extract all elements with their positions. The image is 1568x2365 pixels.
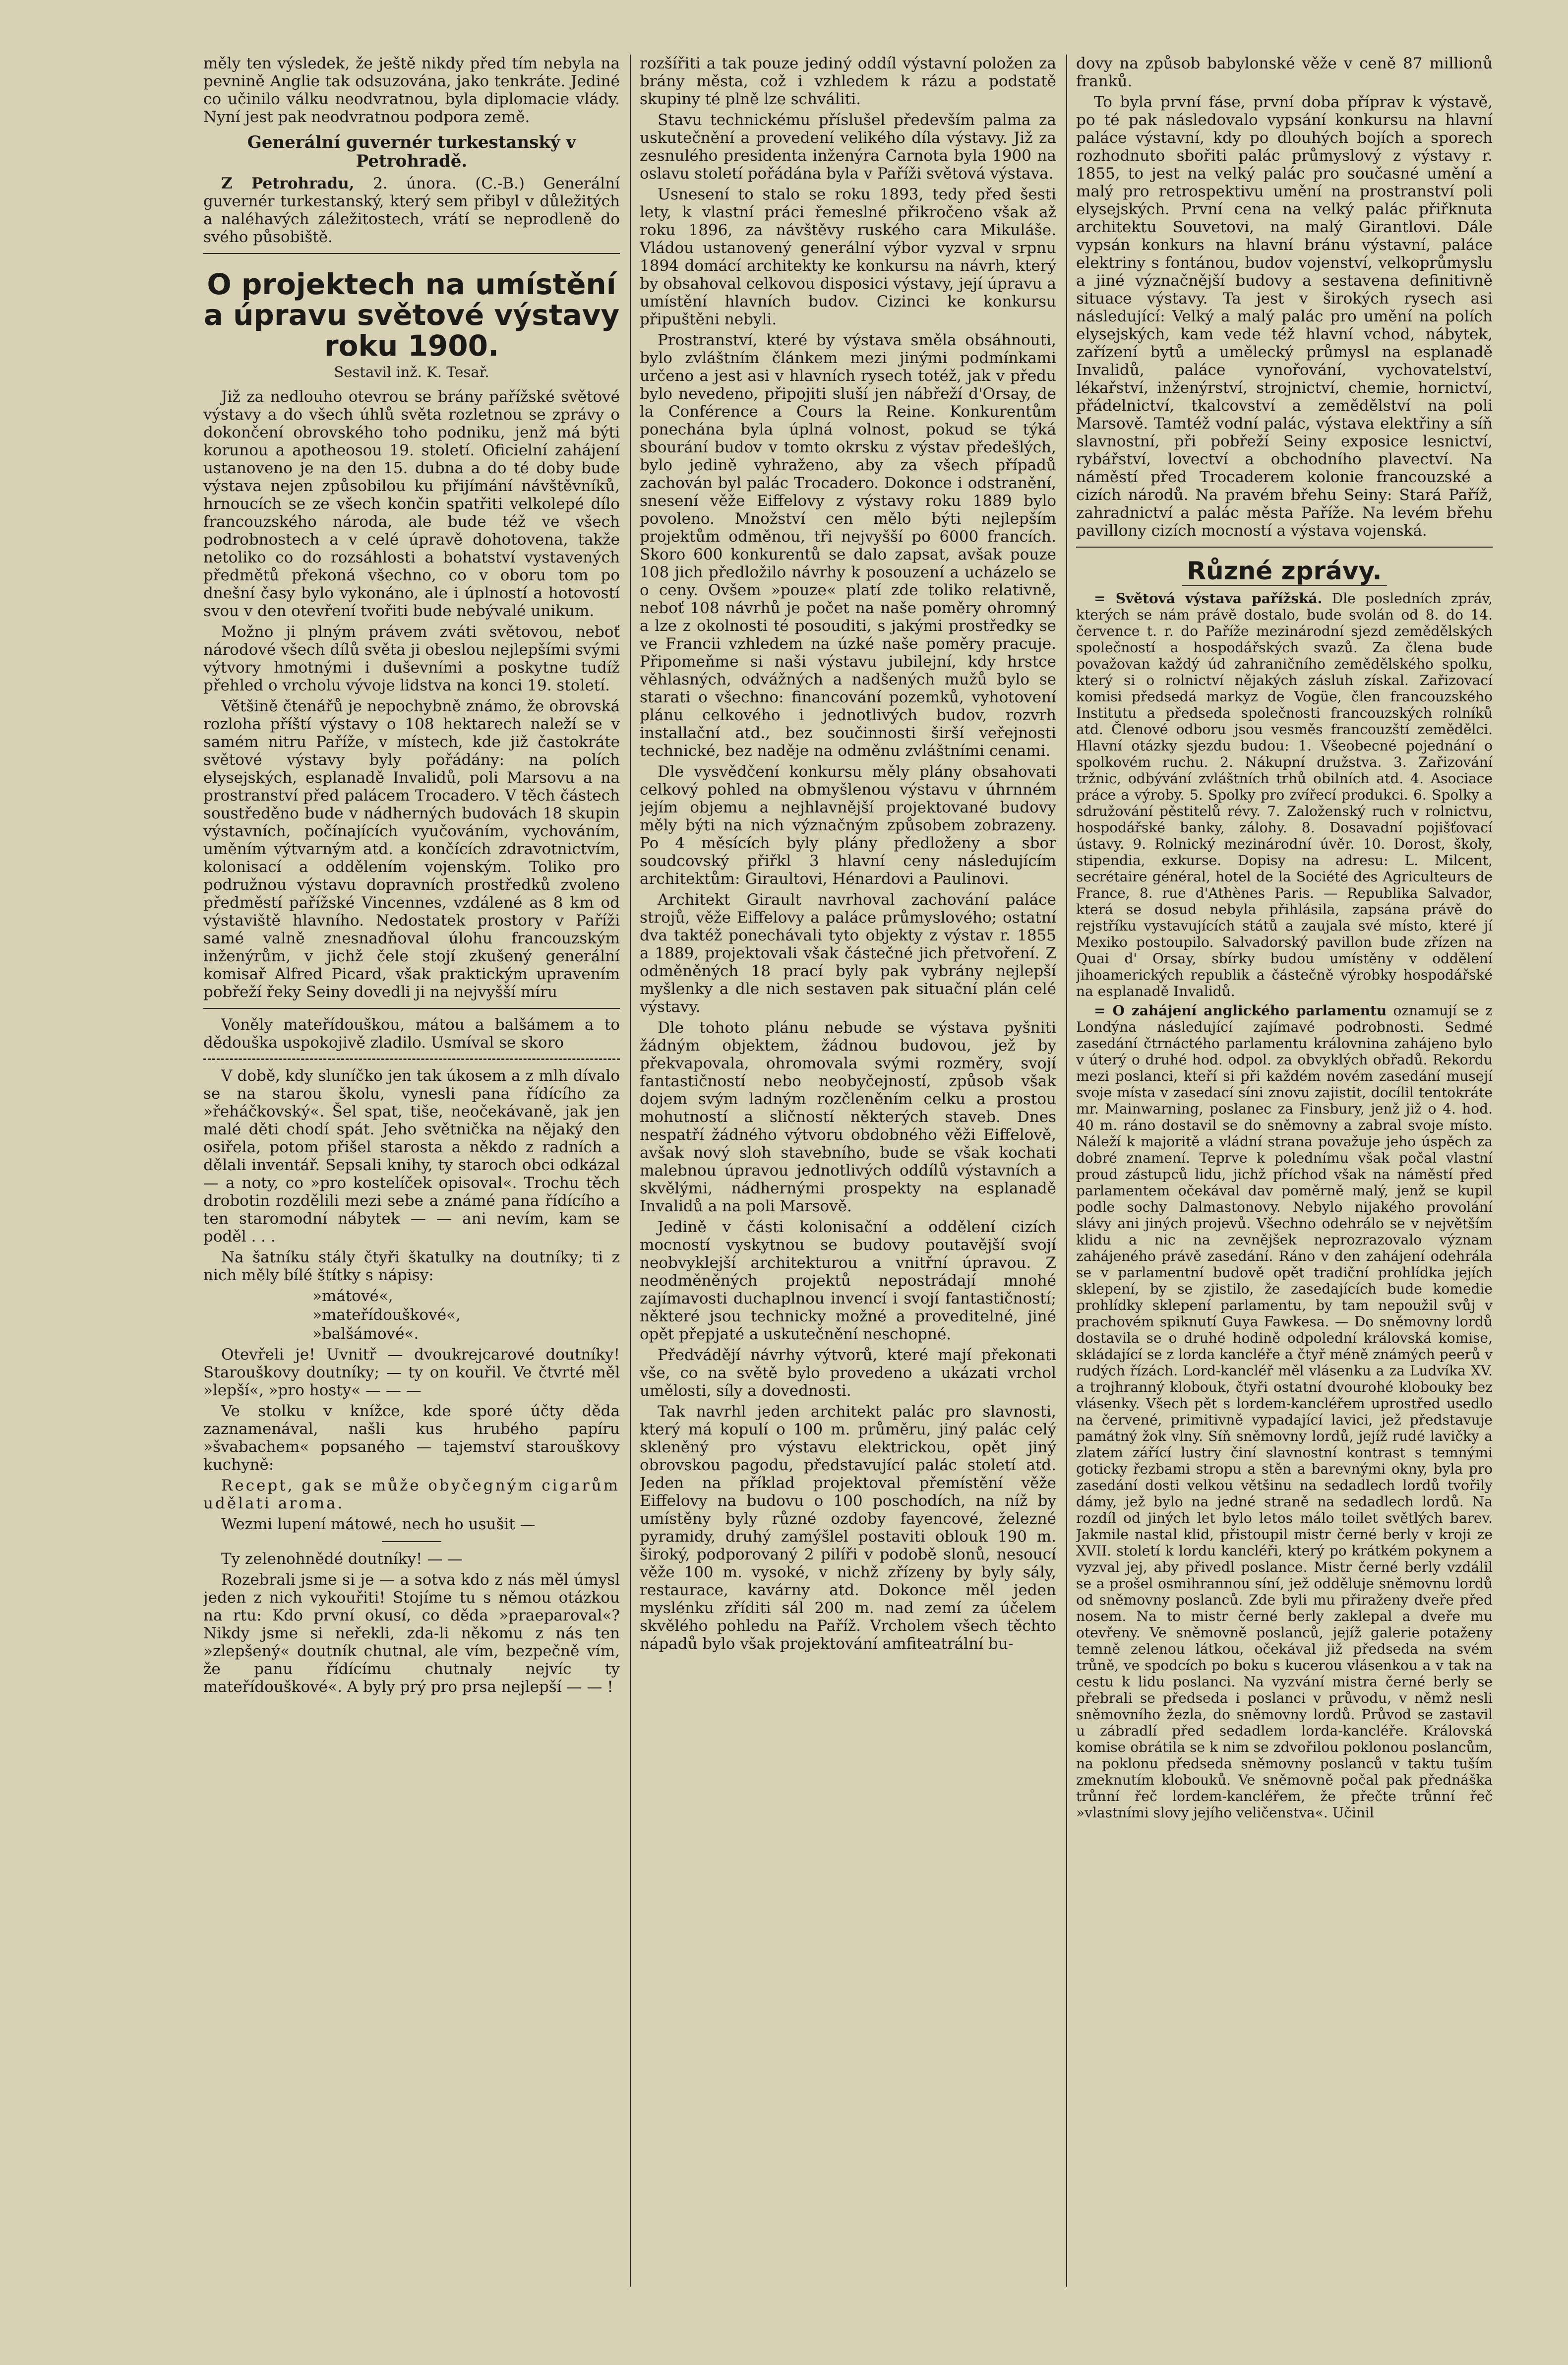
column-rule (630, 55, 631, 2287)
continued-paragraph: rozšířiti a tak pouze jediný oddíl výstavní položen za brány města, což i vzhledem k rázu a podstatě skupiny té plně lze schváliti. (640, 55, 1056, 108)
column-right (1076, 55, 1493, 2316)
feuilleton-divider (203, 1008, 620, 1009)
divider (1076, 547, 1493, 548)
news-title: = O zahájení anglického parlamentu (1094, 1002, 1387, 1019)
newspaper-page (149, 35, 1493, 2326)
article-paragraph: Prostranství, které by výstava směla obsáhnouti, bylo zvláštním článkem mezi jinými podmínkami určeno a jest asi v hlavních rysech totéž, jak v předu bylo nevedeno, připojiti sluší jen nábřeží d'Orsay, de la Conférence a Cours la Reine. Konkurentům ponechána byla úplná volnost, pokud se týká sbourání budov v tomto okrsku z výstav předešlých, bylo jedině vyhraženo, aby za všech případů zachován byl palác Trocadero. Dokonce i odstranění, snesení věže Eiffelovy z výstavy roku 1889 bylo povoleno. Množství cen mělo býti nejlepším projektům odměnou, tři nejvyšší po 6000 francích. Skoro 600 konkurentů se dalo zapsat, avšak pouze 108 jich předložilo návrhy k posouzení a ucházelo se o ceny. Ovšem »pouze« platí zde toliko relativně, neboť 108 návrhů je počet na naše poměry ohromný a lze z okolnosti té posouditi, s jakými prostředky se ve Francii vzhledem na úzké naše poměry pracuje. Připomeňme si naši výstavu jubilejní, kdy hrstce věhlasných, odvážných a nadšených mužů bylo se starati o všechno: financování pozemků, vyhotovení plánu celkového i jednotlivých budov, rozvrh installační atd., bez součinnosti širší veřejnosti technické, bez naděje na odměnu zvláštními cenami. (640, 331, 1056, 760)
governor-text: 2. února. (C.-B.) Generální guvernér turkestanský, který sem přibyl v důležitých a naléhavých záležitostech, vrátí se neprodleně do svého působiště. (203, 175, 620, 246)
article-paragraph: Jedině v části kolonisační a oddělení cizích mocností vyskytnou se budovy poutavější svojí neobvyklejší architekturou a vnitřní úpravou. Z neodměněných projektů nepostrádají mnohé zajímavosti duchaplnou invencí i svojí fantastičností; některé jsou technicky možné a proveditelné, jiné opět přepjaté a uskutečnění neschopné. (640, 1218, 1056, 1343)
continued-paragraph: měly ten výsledek, že ještě nikdy před tím nebyla na pevnině Anglie tak odsuzována, jako tenkráte. Jediné co učinilo válku neodvratnou, byla diplomacie vlády. Nyní jest pak neodvratnou podpora země. (203, 55, 620, 126)
governor-heading: Generální guvernér turkestanský v Petrohradě. (247, 132, 576, 171)
recipe-title: Recept, gak se může obyčegným cigarům udělati aroma. (203, 1477, 620, 1512)
feuilleton-paragraph: Ve stolku v knížce, kde sporé účty děda zaznamenával, našli kus hrubého papíru »švabachem« popsaného — tajemství starouškovy kuchyně: (203, 1402, 620, 1474)
feuilleton-paragraph: Rozebrali jsme si je — a sotva kdo z nás měl úmysl jeden z nich vykouřiti! Stojíme tu s němou otázkou na rtu: Kdo první okusí, co děda »praeparoval«? Nikdy jsme si neřekli, zda-li někomu z nás ten »zlepšený« doutník chutnal, ale vím, bezpečně vím, že panu řídícímu chutnaly nejvíc ty mateřídouškové«. A byly prý pro prsa nejlepší — — ! (203, 1571, 620, 1696)
label-item: »mateřídouškové«, (312, 1306, 461, 1324)
label-item: »balšámové«. (312, 1325, 419, 1343)
news-text: Dle posledních zpráv, kterých se nám právě dostalo, bude svolán od 8. do 14. července t. r. do Paříže mezinárodní sjezd zemědělských společností a hospodářských svazů. Za člena bude považovan každý úd zahraničního zemědělského spolku, který si o rolnictví nějakých zásluh získal. Zařizovací komisi předsedá markyz de Vogüe, člen francouzského Institutu a předseda společnosti francouzských rolníků atd. Členové odboru jsou vesměs francouzští zemědělci. Hlavní otázky sjezdu budou: 1. Všeobecné pojednání o spolkovém ruchu. 2. Nákupní družstva. 3. Zařizování tržnic, odbývání zvláštních trhů obilních atd. 4. Asociace práce a výroby. 5. Spolky pro zvířecí produkci. 6. Spolky a sdružování pěstitelů révy. 7. Založenský ruch v rolnictvu, hospodářské banky, zálohy. 8. Dosavadní pojišťovací ústavy. 9. Rolnický mezinárodní úvěr. 10. Dorost, školy, stipendia, exkurse. Dopisy na adresu: L. Milcent, secrétaire général, hotel de la Société des Agriculteurs de France, 8. rue d'Athènes Paris. — Republika Salvador, která se dosud nebyla přihlásila, zapsána právě do rejstříku vystavujících států a zaujala své místo, které jí Mexiko postoupilo. Salvadorský pavillon bude zřízen na Quai d' Orsay, sbírky budou umístěny v oddělení jihoamerických republik a částečně výrobky hospodářské na esplanadě Invalidů. (1076, 590, 1493, 999)
divider (203, 253, 620, 254)
column-middle (640, 55, 1056, 2316)
news-item (1076, 590, 1493, 999)
article-headline: O projektech na umístění a úpravu světové výstavy roku 1900. (203, 267, 620, 363)
box-labels (312, 1287, 620, 1343)
article-paragraph: Dle tohoto plánu nebude se výstava pyšniti žádným objektem, žádnou budovou, jež by překvapovala, ohromovala svými rozměry, svojí fantastičností nebo neobyčejností, způsob však dojem svým ladným rozčleněním celku a prostou mohutností a sličností některých staveb. Dnes nespatří žádného výtvoru obdobného věži Eiffelově, avšak nový sloh stavebního, bude se však kochati malebnou úpravou jednotlivých oddílů výstavních a skvělými, nádhernými prospekty na esplanadě Invalidů a na poli Marsově. (640, 1019, 1056, 1215)
section-heading-text: Různé zprávy. (1182, 557, 1387, 587)
article-paragraph: Stavu technickému příslušel především palma za uskutečnění a provedení velikého díla výstavy. Již za zesnulého presidenta inženýra Carnota byla 1900 na oslavu století pořádána byla v Paříži světová výstava. (640, 111, 1056, 183)
news-item (1076, 1002, 1493, 1821)
article-paragraph: Usnesení to stalo se roku 1893, tedy před šesti lety, k vlastní práci řemeslné přikročeno však až roku 1896, za návštěvy ruského cara Mikuláše. Vládou ustanovený generální výbor vyzval v srpnu 1894 domácí architekty ke konkursu na návrh, který by obsahoval celkovou disposici výstavy, její úpravu a umístění hlavních budov. Cizinci ke konkursu připuštěni nebyli. (640, 186, 1056, 328)
feuilleton-paragraph: Otevřeli je! Uvnitř — dvoukrejcarové doutníky! Starouškovy doutníky; — ty on kouřil. Ve čtvrté měl »lepší«, »pro hosty« — — — (203, 1346, 620, 1399)
article-paragraph: Dle vysvědčení konkursu měly plány obsahovati celkový pohled na obmyšlenou výstavu v úhrnném jejím objemu a nejhlavnější projektované budovy měly býti na nich význačným způsobem zobrazeny. Po 4 měsících byly plány předloženy a sbor soudcovský přiřkl 3 hlavní ceny následujícím architektům: Giraultovi, Hénardovi a Paulinovi. (640, 763, 1056, 888)
governor-paragraph (203, 175, 620, 246)
news-text: oznamují se z Londýna následující zajímavé podrobnosti. Sedmé zasedání čtrnáctého parlamentu královnina zahájeno bylo v úterý o druhé hod. odpol. za obvyklých obřadů. Rekordu mezi poslanci, kteří si při každém novém zasedání musejí svoje místa v zasedací síni znovu zajistit, docílil tentokráte mr. Mainwarning, poslanec za Finsbury, jenž již o 4. hod. 40 m. ráno dostavil se do sněmovny a zabral svoje místo. Náleží k majoritě a vládní strana považuje jeho úspěch za dobré znamení. Teprve k polednímu však počal vlastní proud zástupců lidu, jichž příchod však na náměstí před parlamentem očekával dav poměrně malý, jenž se kupil podle sochy Dalmastonovy. Nebylo nijakého provolání slávy ani jiných projevů. Všechno odehrálo se v největším klidu a nic na zevnějšek neprozrazovalo význam zahájeného právě zasedání. Ráno v den zahájení odehrála se v parlamentní budově opět tradiční prohlídka jejích sklepení, by se zjistilo, že zasedajících bude komedie prohlídky sklepení parlamentu, by tam nepoužil svůj v prachovém spiknutí Guya Fawkesa. — Do sněmovny lordů dostavila se o druhé hodině odpolední královská komise, skládající se z lorda kancléře a čtyř méně známých peerů v rudých řízách. Lord-kancléř měl vlásenku a za Ludvíka XV. a trojhranný klobouk, čtyři ostatní dvourohé klobouky bez vlásenky. Všech pět s lordem-kancléřem uprostřed usedlo na červené, primitivně vypadající lavici, jež představuje památný žok vlny. Síň sněmovny lordů, jejíž rudé lavičky a zlatem zářící lustry činí slavnostní kontrast s temnými goticky řezbami stropu a stěn a barevnými okny, byla pro zasedání dosti velkou většinu na sedadlech lordů tvořily dámy, jež bylo na jedné straně na sedadlech lordů. Na rozdíl od jiných let bylo letos málo toilet světlých barev. Jakmile nastal klid, přistoupil mistr černé berly v kroji ze XVII. století k lordu kancléři, který po krátkém pokynem a vyzval jej, aby přivedl poslance. Mistr černé berly vzdálil se a prošel osmihrannou síní, jež odděluje sněmovnu lordů od sněmovny poslanců. Zde byli mu přiraženy dveře před nosem. Na to mistr černé berly zaklepal a dveře mu otevřeny. Ve sněmovně poslanců, jejíž galerie potaženy temně zelenou látkou, očekával již předseda na svém trůně, ve spodcích po boku s kucerou vlásenkou a v tak na cestu k lidu poslanci. Na vyzvání mistra černé berly se přebrali se předseda i poslanci v průvodu, v němž nesli sněmovního žezla, do sněmovny lordů. Průvod se zastavil u zábradlí před sedadlem lorda-kancléře. Královská komise obrátila se k nim se zdvořilou poklonou poslancům, na poklonu předseda sněmovny poslanců v taktu tuším zmeknutím klobouků. Ve sněmovně počal pak přednáška trůnní řeč lordem-kancléřem, že přečte trůnní řeč »vlastními slovy jejího veličenstva«. Učinil (1076, 1002, 1493, 1821)
section-heading (1076, 557, 1493, 585)
feuilleton-paragraph: Ty zelenohnědé doutníky! — — (221, 1550, 463, 1568)
article-paragraph: Tak navrhl jeden architekt palác pro slavnosti, který má kopulí o 100 m. průměru, jiný palác celý skleněný pro výstavu elektrickou, opět jiný obrovskou pagodu, představující palác století atd. Jeden na příklad projektoval přemístění věže Eiffelovy na budovu o 100 poschodích, na níž by umístěny byly různé ozdoby fayencové, železné pyramidy, druhý zamýšlel postaviti oblouk 190 m. široký, podporovaný 2 pilíři v podobě slonů, nesoucí věže 100 m. vysoké, v nichž zřízeny by byly sály, restaurace, kavárny atd. Dokonce měl jeden myslénku zříditi sál 200 m. nad zemí za účelem skvělého pohledu na Paříž. Vrcholem všech těchto nápadů bylo však projektování amfiteatrální bu- (640, 1403, 1056, 1653)
continued-paragraph: dovy na způsob babylonské věže v ceně 87 millionů franků. (1076, 55, 1493, 90)
feuilleton-paragraph: Voněly mateřídouškou, mátou a balšámem a to dědouška uspokojivě zladilo. Usmíval se skoro (203, 1016, 620, 1052)
article-byline: Sestavil inž. K. Tesař. (334, 364, 489, 380)
short-rule (382, 1541, 441, 1542)
column-left (203, 55, 620, 2316)
feuilleton-paragraph: V době, kdy sluníčko jen tak úkosem a z mlh dívalo se na starou školu, vynesli pana řídícího za »řeháčkovský«. Šel spat, tiše, neočekávaně, jak jen malé děti chodí spát. Jeho světnička na nějaký den osiřela, potom přišel starosta a někdo z radních a dělali inventář. Sepsali knihy, ty staroch obci odkázal — a noty, co »pro kostelíček opisoval«. Trochu těch drobotin rozdělili mezi sebe a známé pana řídícího a ten staromodní nábytek — — ani nevím, kam se poděl . . . (203, 1067, 620, 1245)
feuilleton-paragraph: Na šatníku stály čtyři škatulky na doutníky; ti z nich měly bílé štítky s nápisy: (203, 1248, 620, 1284)
article-paragraph: Možno ji plným právem zváti světovou, neboť národové všech dílů světa ji obeslou nejlepšími svými výtvory hmotnými i duševními a poskytne tudíž přehled o vrcholu vývoje lidstva na konci 19. století. (203, 623, 620, 694)
news-title: = Světová výstava pařížská. (1094, 590, 1323, 607)
article-paragraph: Architekt Girault navrhoval zachování paláce strojů, věže Eiffelovy a paláce průmyslového; ostatní dva taktéž ponechávali tyto objekty z výstav r. 1855 a 1889, projektovali však částečné jich přetvoření. Z odměněných 18 prací byly pak vybrány nejlepší myšlenky a dle nich sestaven pak situační plán celé výstavy. (640, 891, 1056, 1016)
article-paragraph: Většině čtenářů je nepochybně známo, že obrovská rozloha příští výstavy o 108 hektarech naleží se v samém nitru Paříže, v místech, kde již častokráte světové výstavy byly pořádány: na polích elysejských, esplanadě Invalidů, poli Marsovu a na prostranství před palácem Trocadero. V těch částech soustředěno bude v nádherných budovách 18 skupin výstavních, počínajících vyučováním, vychováním, uměním výtvarným atd. a končících zdravotnictvím, kolonisací a oddělením vojenským. Toliko pro podružnou výstavu dopravních prostředků zvoleno předměstí pařížské Vincennes, vzdálené as 8 km od výstaviště hlavního. Nedostatek prostory v Paříži samé valně znesnadňoval úlohu francouzským inženýrům, v jichž čele stojí zkušený generální komisař Alfred Picard, však praktickým upravením pobřeží řeky Seiny dovedli ji na nejvyšší míru (203, 697, 620, 1001)
label-item: »mátové«, (312, 1287, 393, 1305)
article-paragraph: Již za nedlouho otevrou se brány pařížské světové výstavy a do všech úhlů světa rozletnou se zprávy o dokončení obrovského toho podniku, jenž má býti korunou a apotheosou 19. století. Oficielní zahájení ustanoveno je na den 15. dubna a do té doby bude výstava nejen způsobilou ku přijímání návštěvníků, hrnoucích se ze všech končin spatřiti velkolepé dílo francouzského národa, ale bude též ve všech podrobnostech a v celé úpravě dohotovena, takže netoliko co do rozsáhlosti a bohatství vystavených předmětů překoná všechno, co v oboru tom po dnešní časy bylo vykonáno, ale i úplností a hotovostí svou v den otevření tvořiti bude nebývalé unikum. (203, 388, 620, 620)
dash-line (203, 1058, 620, 1060)
article-paragraph: To byla první fáse, první doba příprav k výstavě, po té pak následovalo vypsání konkursu na hlavní paláce výstavní, kdy po dlouhých bojích a sporech rozhodnuto sbořiti palác průmyslový z výstavy r. 1855, to jest na velký palác pro současné umění a malý pro retrospektivu umění na prostranství poli elysejských. První cena na velký palác přiřknuta architektu Souvetovi, na malý Girantlovi. Dále vypsán konkurs na hlavní bránu výstavní, paláce elektriny s fontánou, budov vojenství, velkoprůmyslu a jiné význačnější budovy a sestavena definitivně situace výstavy. Ta jest v širokých rysech asi následující: Velký a malý palác pro umění na polích elysejských, kam vede též hlavní vchod, nábytek, zařízení bytů a umělecký průmysl na esplanadě Invalidů, paláce vynořování, vychovatelství, lékařství, inženýrství, strojnictví, chemie, hornictví, přádelnictví, tkalcovství a zemědělství na poli Marsově. Tamtéž vodní palác, výstava elektřiny a síň slavnostní, při pobřeží Seiny exposice lesnictví, rybářství, lovectví a obchodního plavectví. Na náměstí před Trocaderem kolonie francouzské a cizích národů. Na pravém břehu Seiny: Stará Paříž, zahradnictví a palác města Paříže. Na levém břehu pavillony cizích mocností a výstava vojenská. (1076, 93, 1493, 540)
article-paragraph: Předvádějí návrhy výtvorů, které mají překonati vše, co na světě bylo provedeno a ukázati vrchol umělosti, síly a dovednosti. (640, 1346, 1056, 1400)
feuilleton-paragraph: Wezmi lupení mátowé, nech ho usušit — (221, 1515, 536, 1533)
column-rule (1066, 55, 1067, 2287)
dateline: Z Petrohradu, (221, 175, 355, 192)
